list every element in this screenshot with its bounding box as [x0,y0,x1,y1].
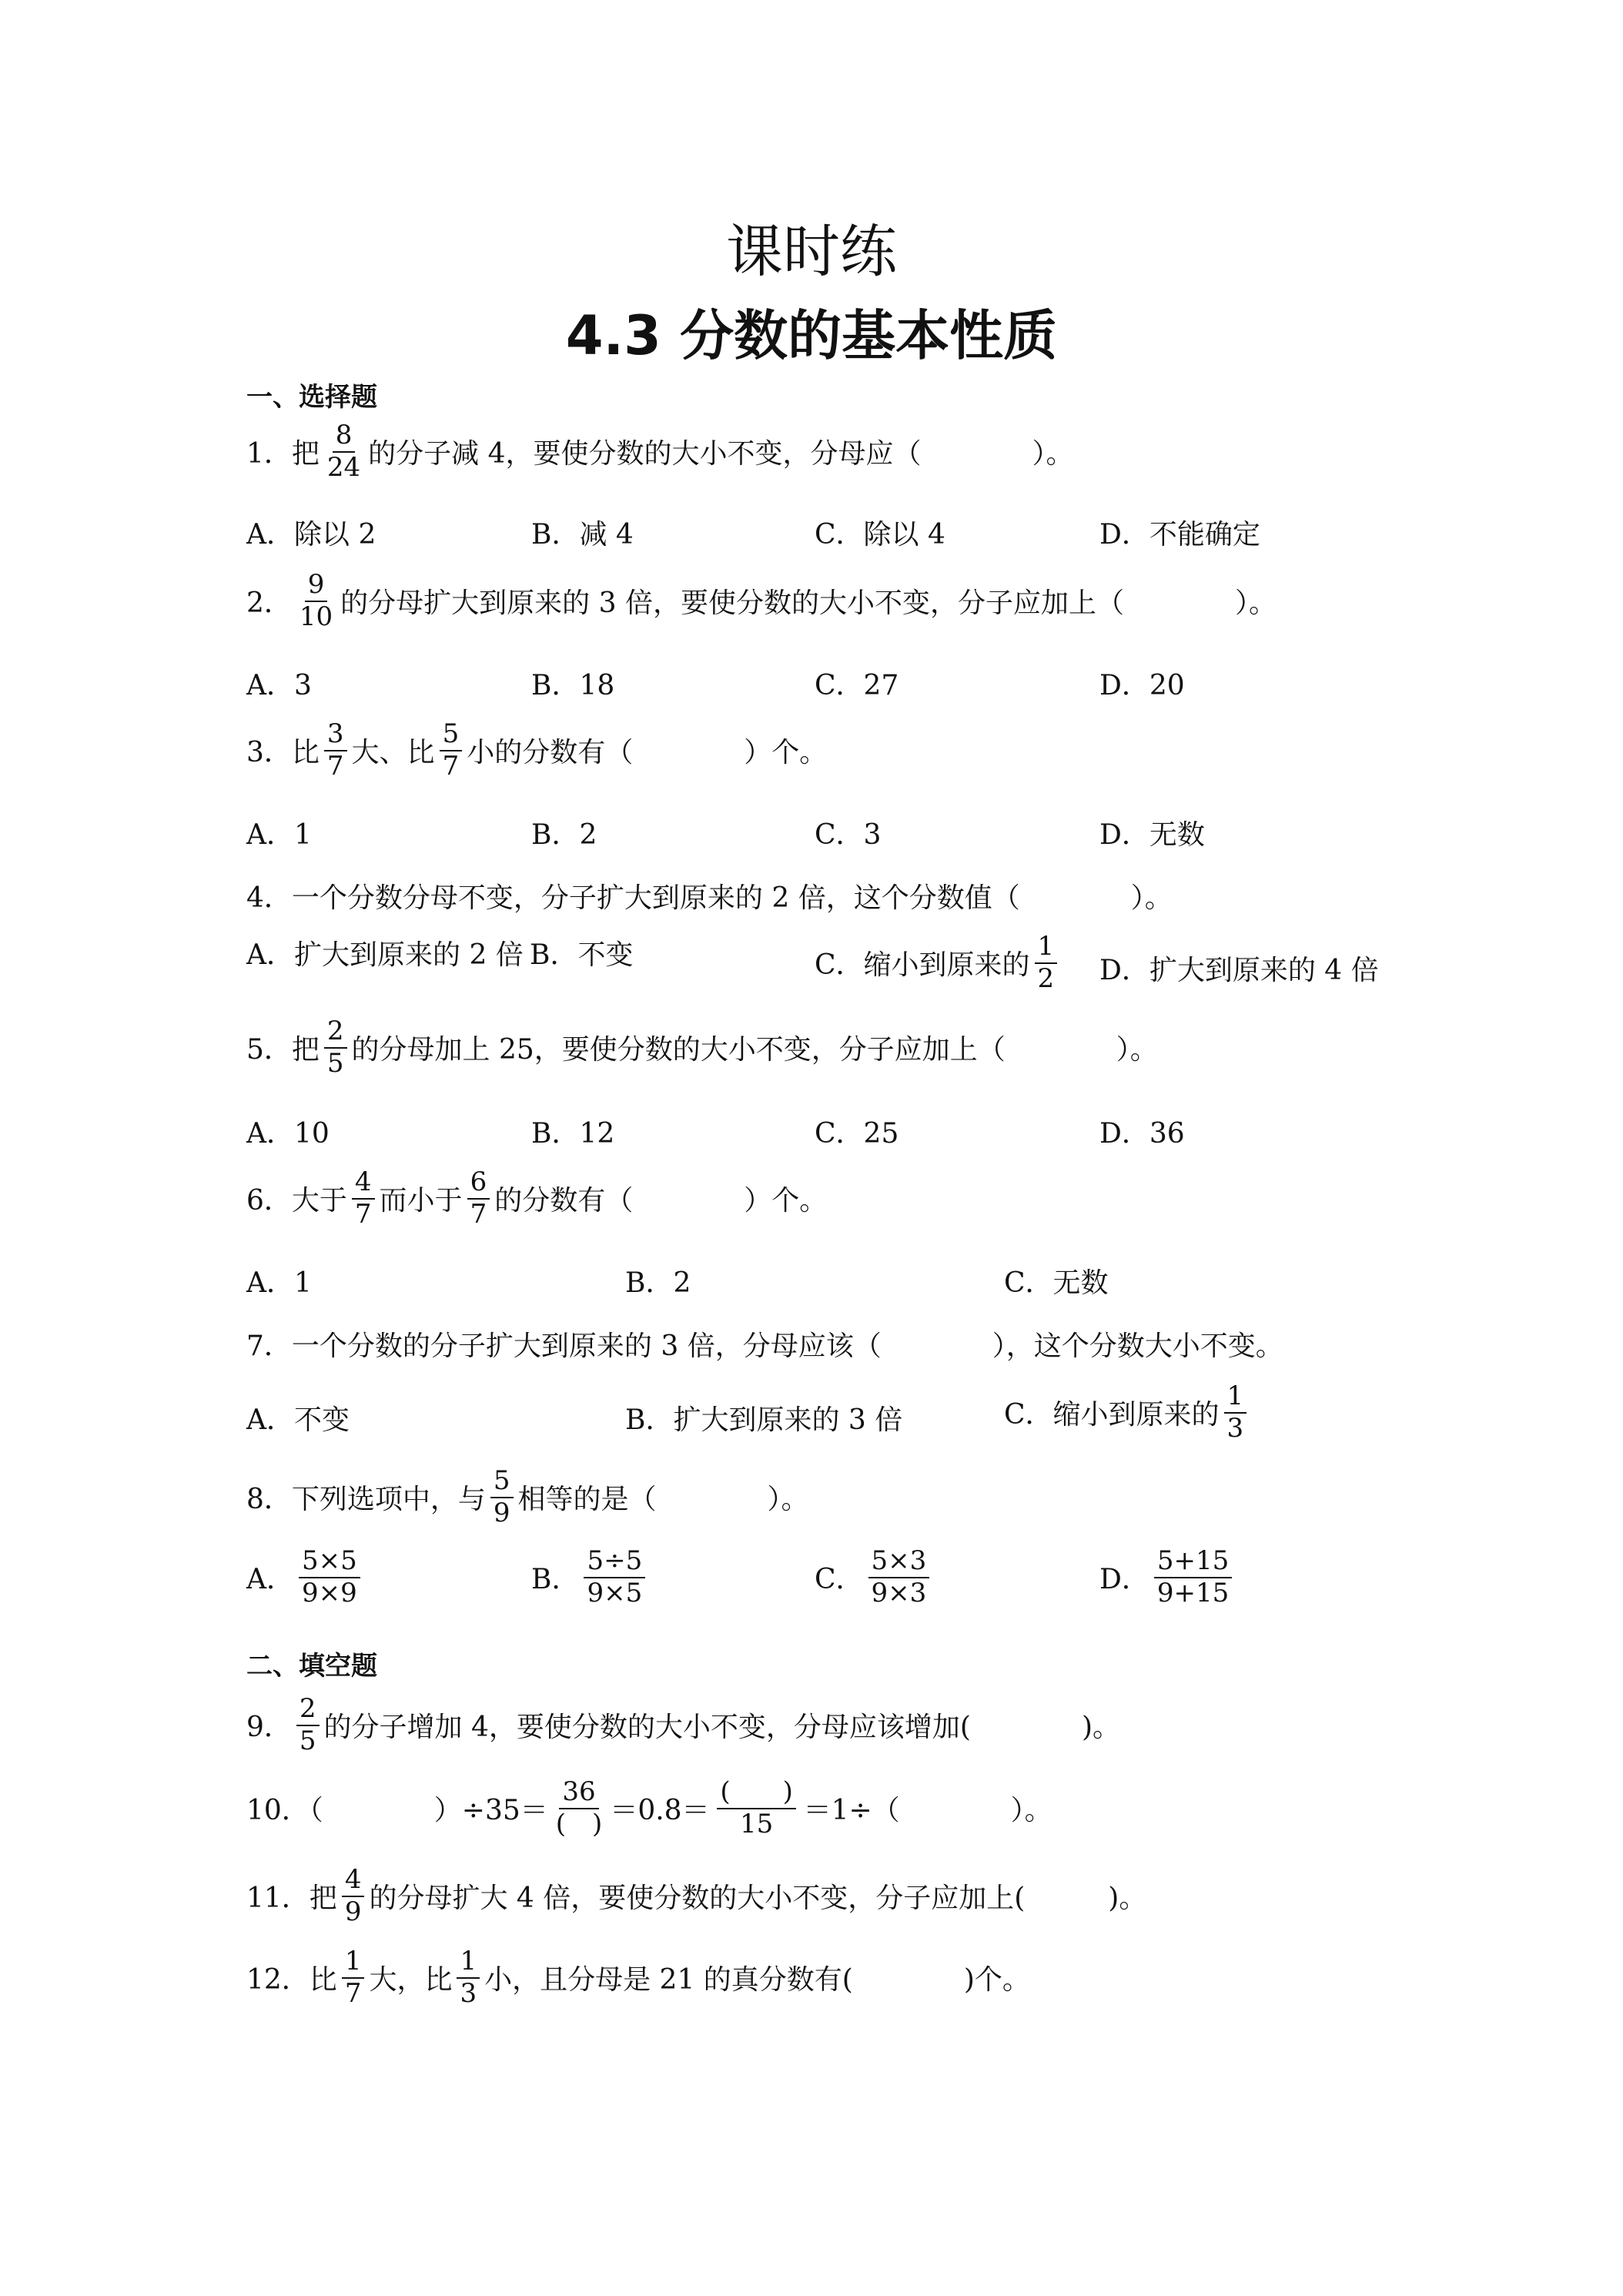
option-a[interactable]: A．1 [246,819,312,851]
option-a[interactable]: A．不变 [246,1404,350,1436]
option-d[interactable]: D．不能确定 [1099,519,1260,551]
section-choice: 一、选择题 [246,382,377,413]
fraction: $\frac{1}{3}$ [1224,1383,1247,1442]
fraction: $\frac{5}{9}$ [490,1468,514,1527]
option-b[interactable]: B．2 [531,819,597,851]
fraction: $\frac{( )}{15}$ [714,1779,799,1838]
option-a[interactable]: A．扩大到原来的 2 倍 [246,939,524,971]
question-11: 11．把 $\frac{4}{9}$ 的分母扩大 4 倍，要使分数的大小不变，分子应加上( )。 [246,1864,1147,1927]
fraction: $\frac{1}{2}$ [1035,933,1058,992]
option-a[interactable]: A．10 [246,1118,330,1150]
page-title: 课时练 [726,219,897,285]
fraction: $\frac{3}{7}$ [324,721,347,780]
option-a[interactable]: A． $\frac{5\times 5}{9\times 9}$ [246,1548,365,1607]
page-subtitle: 4.3 分数的基本性质 [565,304,1058,367]
option-d[interactable]: D．20 [1099,670,1185,701]
question-10: 10．（ ）÷35＝ $\frac{36}{( )}$ ＝0.8＝ $\frac{( )}{15}$ ＝1÷（ ）。 [246,1776,1052,1839]
fraction: $\frac{6}{7}$ [467,1169,490,1228]
fraction: $\frac{36}{( )}$ [555,1776,603,1839]
option-a[interactable]: A．3 [246,670,312,701]
fraction: $\frac{5\times 5}{9\times 9}$ [299,1548,360,1607]
question-2: 2． $\frac{9}{10}$ 的分母扩大到原来的 3 倍，要使分数的大小不变，分子应加上（ ）。 [246,569,1277,632]
option-c[interactable]: C．无数 [1004,1267,1109,1299]
option-c[interactable]: C． $\frac{5\times 3}{9\times 3}$ [815,1548,934,1607]
option-d[interactable]: D．扩大到原来的 4 倍 [1099,955,1379,986]
option-c[interactable]: C．3 [815,819,882,851]
option-a[interactable]: A．1 [246,1267,312,1299]
question-3: 3．比 $\frac{3}{7}$ 大、比 $\frac{5}{7}$ 小的分数有（ ）个。 [246,718,828,782]
fraction: $\frac{1}{3}$ [457,1948,480,2007]
fraction: $\frac{5\times 3}{9\times 3}$ [868,1548,930,1607]
option-c[interactable]: C．27 [815,670,899,701]
option-c[interactable]: C．除以 4 [815,519,945,551]
option-d[interactable]: D．36 [1099,1118,1185,1150]
option-b[interactable]: B．不变 [530,939,634,971]
option-c[interactable]: C．25 [815,1118,899,1150]
question-4: 4．一个分数分母不变，分子扩大到原来的 2 倍，这个分数值（ ）。 [246,882,1173,914]
fraction: $\frac{2}{5}$ [324,1018,347,1077]
question-7: 7．一个分数的分子扩大到原来的 3 倍，分母应该（ ），这个分数大小不变。 [246,1330,1283,1362]
option-b[interactable]: B．减 4 [531,519,634,551]
fraction: $\frac{5+15}{9+15}$ [1154,1548,1232,1607]
fraction: $\frac{8}{24}$ [326,420,361,483]
question-8: 8．下列选项中，与 $\frac{5}{9}$ 相等的是（ ）。 [246,1465,809,1528]
fraction: $\frac{2}{5}$ [296,1695,320,1755]
option-a[interactable]: A．除以 2 [246,519,376,551]
option-c[interactable]: C．缩小到原来的 $\frac{1}{3}$ [1004,1383,1251,1442]
fraction: $\frac{4}{7}$ [352,1169,375,1228]
fraction: $\frac{4}{9}$ [342,1866,365,1926]
fraction: $\frac{5}{7}$ [440,721,463,780]
question-1: 1．把 $\frac{8}{24}$ 的分子减 4，要使分数的大小不变，分母应（ ）。 [246,420,1074,483]
question-12: 12．比 $\frac{1}{7}$ 大，比 $\frac{1}{3}$ 小，且分母是 21 的真分数有( )个。 [246,1946,1030,2009]
question-5: 5．把 $\frac{2}{5}$ 的分母加上 25，要使分数的大小不变，分子应加上（ ）。 [246,1016,1158,1079]
fraction: $\frac{1}{7}$ [342,1948,365,2007]
option-b[interactable]: B． $\frac{5\div 5}{9\times 5}$ [531,1548,650,1607]
section-fill: 二、填空题 [246,1651,377,1682]
question-9: 9． $\frac{2}{5}$ 的分子增加 4，要使分数的大小不变，分母应该增加( )。 [246,1693,1120,1756]
fraction: $\frac{9}{10}$ [299,569,333,632]
option-b[interactable]: B．18 [531,670,615,701]
option-d[interactable]: D．无数 [1099,819,1205,851]
question-6: 6．大于 $\frac{4}{7}$ 而小于 $\frac{6}{7}$ 的分数有（ ）个。 [246,1166,828,1230]
option-b[interactable]: B．12 [531,1118,615,1150]
option-b[interactable]: B．扩大到原来的 3 倍 [625,1404,903,1436]
fraction: $\frac{5\div 5}{9\times 5}$ [584,1548,645,1607]
option-d[interactable]: D． $\frac{5+15}{9+15}$ [1099,1548,1236,1607]
option-b[interactable]: B．2 [625,1267,691,1299]
option-c[interactable]: C．缩小到原来的 $\frac{1}{2}$ [815,933,1062,992]
